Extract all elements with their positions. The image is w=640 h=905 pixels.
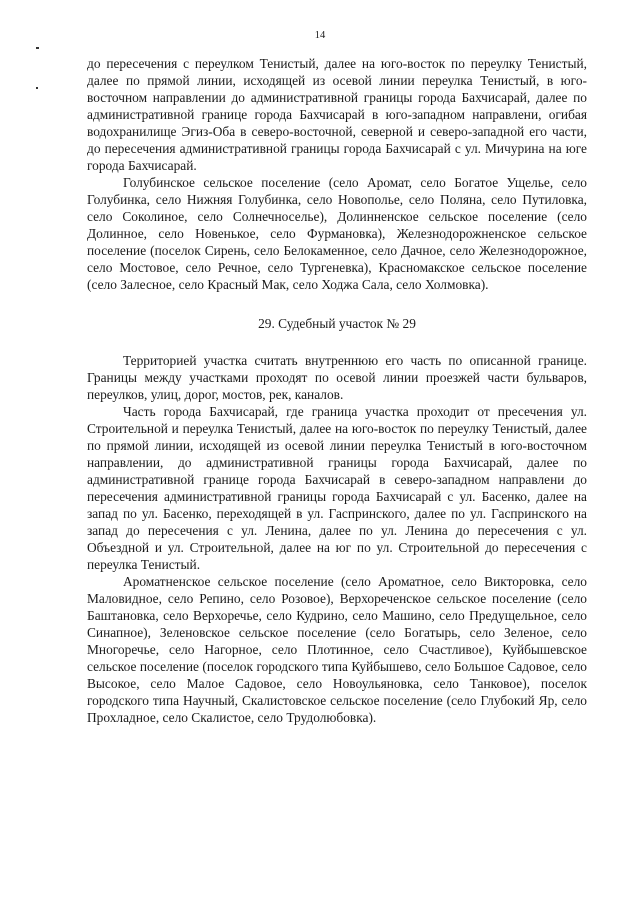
paragraph-territory-rule: Территорией участка считать внутреннюю его часть по описанной границе. Границы между участками проходят по осевой линии проезжей части бульваров, переулков, улиц, дорог, мостов, рек, каналов.	[87, 353, 587, 402]
paragraph-city-part: Часть города Бахчисарай, где граница участка проходит от пресечения ул. Строительной и переулка Тенистый, далее на юго-восток по переулку Тенистый, далее по прямой линии, исходящей из осевой линии переулка Тенистый в юго-восточном направлении, до административной границы города Бахчисарай, далее по административной границе города Бахчисарай в северо-западном направлени до пересечения административной границы города Бахчисарай с ул. Басенко, далее на запад по ул. Басенко, переходящей в ул. Гаспринского, далее по ул. Гаспринского на запад до пересечения с ул. Ленина, далее по ул. Ленина до пересечения с ул. Объездной и ул. Строительной, далее на юг по ул. Строительной до пересечения с переулка Тенистый.	[87, 404, 587, 572]
page-number: 14	[314, 30, 326, 41]
margin-mark-middle	[36, 87, 38, 89]
paragraph-golubinskoe: Голубинское сельское поселение (село Аромат, село Богатое Ущелье, село Голубинка, село Нижняя Голубинка, село Новополье, село Поляна, село Путиловка, село Соколиное, село Солнечноселье), Долинненское сельское поселение (село Долинное, село Новенькое, село Фурмановка), Железнодорожненское сельское поселение (поселок Сирень, село Белокаменное, село Дачное, село Железнодорожное, село Мостовое, село Речное, село Тургеневка), Красномакское сельское поселение (село Залесное, село Красный Мак, село Ходжа Сала, село Холмовка).	[87, 175, 587, 292]
paragraph-rural-settlements: Ароматненское сельское поселение (село Ароматное, село Викторовка, село Маловидное, село Репино, село Розовое), Верхореченское сельское поселение (село Баштановка, село Верхоречье, село Кудрино, село Машино, село Предущельное, село Синапное), Зеленовское сельское поселение (село Богатырь, село Зеленое, село Многоречье, село Нагорное, село Плотинное, село Счастливое), Куйбышевское сельское поселение (поселок городского типа Куйбышево, село Большое Садовое, село Высокое, село Малое Садовое, село Новоульяновка, село Танковое), поселок городского типа Научный, Скалистовское сельское поселение (село Глубокий Яр, село Прохладное, село Скалистое, село Трудолюбовка).	[87, 574, 587, 725]
paragraph-continuation: до пересечения с переулком Тенистый, далее на юго-восток по переулку Тенистый, далее по прямой линии, исходящей из осевой линии переулка Тенистый, в юго-восточном направлении до административной границы города Бахчисарай, далее по административной границе города Бахчисарай в юго-западном направлени, огибая водохранилище Эгиз-Оба в северо-восточной, северной и северо-западной его части, до пересечения административной границы города Бахчисарай с ул. Мичурина на юге города Бахчисарай.	[87, 56, 587, 173]
margin-mark-top	[36, 47, 39, 49]
section-title: 29. Судебный участок № 29	[258, 316, 416, 331]
document-body	[87, 55, 587, 726]
